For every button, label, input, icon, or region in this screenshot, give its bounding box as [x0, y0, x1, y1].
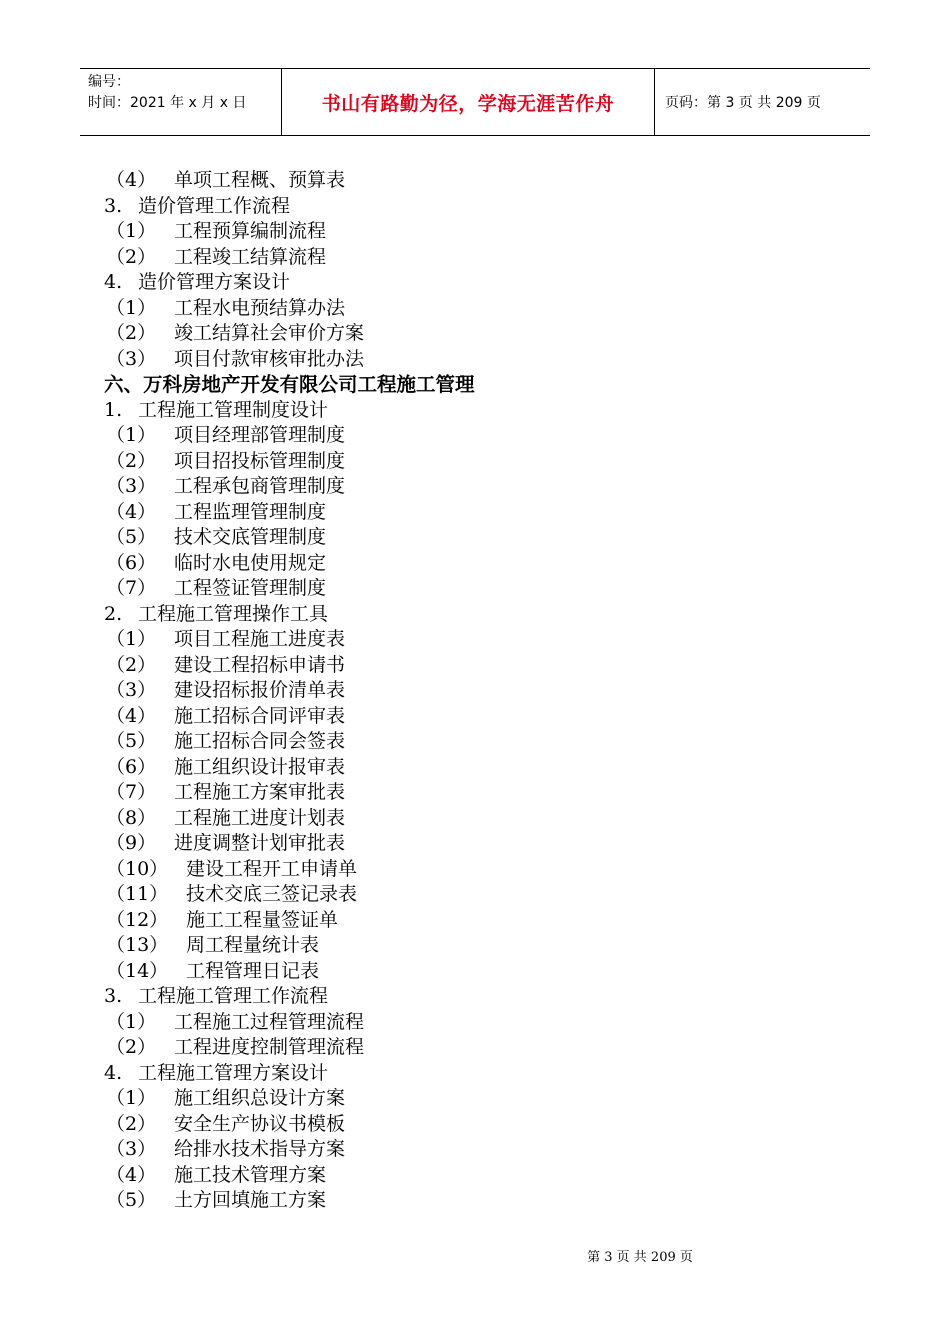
item-number: （3） — [106, 347, 157, 370]
outline-item — [104, 423, 864, 449]
item-number: 1. — [104, 398, 123, 421]
item-number: （2） — [106, 322, 157, 344]
item-number: （12） — [106, 908, 169, 931]
item-number: （4） — [106, 169, 157, 191]
item-number: （7） — [106, 577, 157, 599]
outline-item — [104, 755, 864, 781]
item-number: （6） — [106, 755, 157, 778]
outline-item — [104, 296, 864, 322]
item-number: （2） — [106, 245, 157, 268]
item-number: 3. — [104, 985, 123, 1007]
item-number: （4） — [106, 704, 157, 727]
item-text: 施工技术管理方案 — [174, 1163, 327, 1186]
item-text: 项目工程施工进度表 — [174, 628, 346, 650]
header-page-cell — [655, 69, 870, 135]
item-number: （4） — [106, 500, 157, 523]
item-text: 给排水技术指导方案 — [174, 1138, 346, 1160]
item-text: 工程签证管理制度 — [174, 577, 327, 599]
item-text: 项目付款审核审批办法 — [174, 347, 365, 370]
item-text: 施工招标合同评审表 — [174, 704, 346, 727]
item-text: 施工工程量签证单 — [186, 908, 339, 931]
outline-item — [104, 806, 864, 832]
item-number: （11） — [106, 883, 169, 905]
item-number: （8） — [106, 806, 157, 829]
item-number: （5） — [106, 730, 157, 752]
item-number: 4. — [104, 1061, 123, 1084]
header-motto: 书山有路勤为径，学海无涯苦作舟 — [321, 92, 615, 115]
item-number: （1） — [106, 296, 157, 319]
outline-item — [104, 678, 864, 704]
outline-heading — [104, 270, 864, 296]
item-number: （3） — [106, 475, 157, 497]
item-text: 技术交底管理制度 — [174, 526, 327, 548]
item-text: 技术交底三签记录表 — [186, 883, 358, 905]
outline-item — [104, 882, 864, 908]
item-text: 施工组织总设计方案 — [174, 1087, 346, 1109]
outline-item — [104, 500, 864, 526]
item-number: （2） — [106, 1112, 157, 1135]
item-number: （2） — [106, 1036, 157, 1058]
item-number: （4） — [106, 1163, 157, 1186]
item-text: 工程施工管理制度设计 — [138, 398, 329, 421]
item-text: 进度调整计划审批表 — [174, 832, 346, 854]
outline-item — [104, 933, 864, 959]
item-number: （7） — [106, 781, 157, 803]
header-meta-cell — [80, 69, 282, 135]
outline-item — [104, 729, 864, 755]
item-text: 工程承包商管理制度 — [174, 475, 346, 497]
item-text: 项目经理部管理制度 — [174, 424, 346, 446]
item-text: 工程施工进度计划表 — [174, 806, 346, 829]
outline-item — [104, 1137, 864, 1163]
item-number: （9） — [106, 832, 157, 854]
item-text: 工程水电预结算办法 — [174, 296, 346, 319]
outline-item — [104, 245, 864, 271]
item-text: 施工组织设计报审表 — [174, 755, 346, 778]
item-text: 工程施工管理方案设计 — [138, 1061, 329, 1084]
outline-item — [104, 449, 864, 475]
outline-item — [104, 857, 864, 883]
outline-item — [104, 168, 864, 194]
section-heading — [104, 372, 864, 398]
header-page-info: 页码：第 3 页 共 209 页 — [665, 95, 821, 111]
item-text: 施工招标合同会签表 — [174, 730, 346, 752]
outline-item — [104, 347, 864, 373]
item-text: 建设招标报价清单表 — [174, 679, 346, 701]
page-header — [80, 68, 870, 136]
outline-item — [104, 219, 864, 245]
item-number: （1） — [106, 628, 157, 650]
item-text: 工程施工管理操作工具 — [138, 602, 329, 625]
item-text: 单项工程概、预算表 — [174, 169, 346, 191]
item-number: （14） — [106, 959, 169, 982]
item-number: 4. — [104, 271, 123, 293]
outline-item — [104, 959, 864, 985]
page-footer — [0, 1246, 950, 1265]
outline-item — [104, 1163, 864, 1189]
item-text: 工程预算编制流程 — [174, 220, 327, 242]
item-number: 2. — [104, 602, 123, 625]
item-text: 周工程量统计表 — [186, 934, 320, 956]
item-text: 安全生产协议书模板 — [174, 1112, 346, 1135]
item-number: （6） — [106, 551, 157, 574]
item-number: （1） — [106, 1087, 157, 1109]
item-number: 3. — [104, 194, 123, 217]
item-text: 建设工程招标申请书 — [174, 653, 346, 676]
item-text: 工程监理管理制度 — [174, 500, 327, 523]
item-number: （5） — [106, 1189, 157, 1211]
outline-item — [104, 908, 864, 934]
item-number: （10） — [106, 857, 169, 880]
item-number: （1） — [106, 424, 157, 446]
item-number: （1） — [106, 1010, 157, 1033]
item-text: 工程施工管理工作流程 — [138, 985, 329, 1007]
outline-item — [104, 831, 864, 857]
outline-item — [104, 551, 864, 577]
document-date: 时间：2021 年 x 月 x 日 — [88, 95, 247, 111]
item-text: 土方回填施工方案 — [174, 1189, 327, 1211]
item-text: 工程管理日记表 — [186, 959, 320, 982]
item-text: 工程施工过程管理流程 — [174, 1010, 365, 1033]
header-motto-cell — [282, 69, 655, 135]
item-text: 六、万科房地产开发有限公司工程施工管理 — [104, 373, 475, 396]
item-text: 竣工结算社会审价方案 — [174, 322, 365, 344]
outline-heading — [104, 984, 864, 1010]
outline-item — [104, 627, 864, 653]
outline-item — [104, 321, 864, 347]
outline-item — [104, 1010, 864, 1036]
outline-heading — [104, 194, 864, 220]
outline-item — [104, 1188, 864, 1214]
document-body — [104, 168, 864, 1214]
item-text: 工程施工方案审批表 — [174, 781, 346, 803]
outline-heading — [104, 1061, 864, 1087]
item-number: （2） — [106, 653, 157, 676]
outline-item — [104, 704, 864, 730]
outline-item — [104, 576, 864, 602]
outline-item — [104, 1086, 864, 1112]
outline-item — [104, 1112, 864, 1138]
item-number: （13） — [106, 934, 169, 956]
item-number: （5） — [106, 526, 157, 548]
item-number: （1） — [106, 220, 157, 242]
document-number-label: 编号： — [88, 74, 130, 90]
item-text: 项目招投标管理制度 — [174, 449, 346, 472]
item-text: 建设工程开工申请单 — [186, 857, 358, 880]
outline-item — [104, 474, 864, 500]
outline-item — [104, 1035, 864, 1061]
outline-heading — [104, 398, 864, 424]
outline-item — [104, 653, 864, 679]
footer-page-number: 第 3 页 共 209 页 — [587, 1250, 693, 1265]
item-number: （2） — [106, 449, 157, 472]
outline-item — [104, 525, 864, 551]
item-text: 临时水电使用规定 — [174, 551, 327, 574]
item-number: （3） — [106, 1138, 157, 1160]
item-text: 工程进度控制管理流程 — [174, 1036, 365, 1058]
item-number: （3） — [106, 679, 157, 701]
item-text: 造价管理工作流程 — [138, 194, 291, 217]
item-text: 造价管理方案设计 — [138, 271, 291, 293]
item-text: 工程竣工结算流程 — [174, 245, 327, 268]
outline-item — [104, 780, 864, 806]
outline-heading — [104, 602, 864, 628]
